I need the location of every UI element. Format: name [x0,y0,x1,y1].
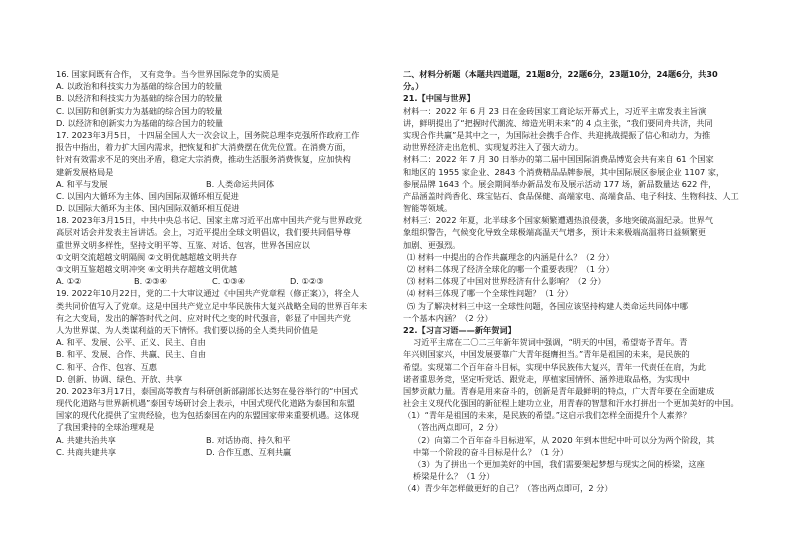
question-stem: 类共同价值写入了党章。这是中国共产党立足中华民族伟大复兴战略全局的世界百年未 [56,300,368,311]
choice: D. ①②③ [290,276,324,287]
question-16 [56,68,374,129]
sub-question: （答出两点即可，2 分） [413,422,503,433]
material-line: 讲，鲜明提出了“把握时代潮流、缔造光明未来”的 4 点主张，“我们要同舟共济，共同 [403,117,713,128]
question-title: 21.【中国与世界】 [403,93,475,104]
choice: C. ①③④ [212,276,245,287]
material-line: 材料一：2022 年 6 月 23 日在金砖国家工商论坛开幕式上，习近平主席发表主旨演 [403,105,707,116]
option: B. 人类命运共同体 [206,178,275,189]
material-line: 和地区的 1955 家企业、2843 个消费精品品牌参展，其中国际展区参展企业 1107 家， [403,166,725,177]
choice-row [56,275,374,287]
sub-question: （4）青少年怎样做更好的自己？（答出两点即可，2 分） [403,483,613,494]
material-line: 加剧、更强烈。 [403,239,461,250]
material-line: 智能等领域。 [403,203,453,214]
material-line: 年兴则国家兴，中国发展要靠广大青年挺膺担当。”青年是祖国的未来，是民族的 [403,349,690,360]
sub-question: （2）向第二个百年奋斗目标进军，从 2020 年到本世纪中叶可以分为两个阶段，其 [413,434,715,445]
question-22 [403,324,739,495]
material-line: 诺者重思务竞，坚定听党话、跟党走，厚植家国情怀、涵养进取品格，为实现中 [403,373,690,384]
question-stem: 建新发展格局是 [56,166,114,177]
option-row [56,446,374,458]
question-stem: 16. 国家间既有合作， 又有竞争。当今世界国际竞争的实质是 [56,69,279,79]
material-line: 希望。实现第二个百年奋斗目标，实现中华民族伟大复兴，青年一代责任在肩，为此 [403,361,706,372]
question-stem: 现代化道路与世界新机遇”泰国专场研讨会上表示，中国式现代化道路为泰国和东盟 [56,398,355,409]
question-stem: 了我国秉持的全球治理观是 [56,422,155,433]
option: D. 以经济和创新实力为基础的综合国力的较量 [56,117,224,128]
option: C. 和平、合作、包容、互惠 [56,361,157,372]
option: B. 和平、发展、合作、共赢、民主、自由 [56,349,207,360]
material-line: 材料三：2022 年夏，北半球多个国家频繁遭遇热浪侵袭，多地突破高温纪录。世界气 [403,215,714,226]
question-stem: 针对有效需求不足的突出矛盾，稳定大宗消费，推动生活服务消费恢复，应加快构 [56,154,351,165]
question-21 [403,92,739,324]
question-stem: 人为世界谋、为人类谋利益的天下情怀。我们要以扬的全人类共同价值是 [56,324,319,335]
sub-question: ⑸ 为了解决材料三中这一全球性问题，各国应该坚持构建人类命运共同体中哪 [407,300,688,311]
section-title: 二、材料分析题（本题共四道题，21题8分，22题6分，23题10分，24题6分，共30 [403,69,718,79]
right-column [403,68,739,495]
option: D. 以国际大循环为主体、国内国际双循环相互促进 [56,203,240,214]
left-column [56,68,374,458]
question-stem: 有之大变局，发出的解答时代之问、应对时代之变的时代强音，彰显了中国共产党 [56,312,351,323]
sub-question: ⑴ 材料一中提出的合作共赢理念的内涵是什么？（2 分） [407,251,614,262]
question-stem: 报告中指出，着力扩大国内需求，把恢复和扩大消费摆在优先位置。在消费方面， [56,142,351,153]
choice: B. ②③④ [134,276,167,287]
question-19 [56,287,374,385]
option: B. 对话协商、持久和平 [206,434,291,445]
statement-row: ③文明互鉴超越文明冲突 ④文明共存超越文明优越 [56,264,238,274]
sub-question: 一个基本内涵？（2 分） [403,312,493,323]
statement-row: ①文明交流超越文明隔阂 ②文明优越超越文明共存 [56,251,238,262]
question-stem: 18. 2023年3月15日，中共中央总书记、国家主席习近平出席中国共产党与世界政党 [56,215,362,226]
question-18 [56,214,374,287]
option-row [56,434,374,446]
choice: A. ①② [56,276,82,287]
question-17 [56,129,374,214]
option: B. 以经济和科技实力为基础的综合国力的较量 [56,93,223,104]
material-line: 材料二：2022 年 7 月 30 日举办的第二届中国国际消费品博览会共有来自 61 个国家 [403,154,714,165]
sub-question: （1）“青年是祖国的未来，是民族的希望。”这启示我们怎样全面提升个人素养？ [403,410,691,421]
question-stem: 重世界文明多样性，坚持文明平等、互鉴、对话、包容，世界各国应以 [56,239,310,250]
question-stem: 高层对话会并发表主旨讲话。会上，习近平提出全球文明倡议，我们要共同倡导尊 [56,227,351,238]
question-20 [56,385,374,458]
sub-question: 中第一个阶段的奋斗目标是什么？（1 分） [413,446,569,457]
material-line: 国梦贡献力量。青春是用来奋斗的，创新是青年最鲜明的特点，广大青年要在全面建成 [403,385,715,396]
option: D. 合作互惠、互利共赢 [206,446,292,457]
option-row [56,178,374,190]
question-stem: 19. 2022年10月22日，党的二十大审议通过《中国共产党章程（修正案）》，将全人 [56,288,359,299]
sub-question: ⑵ 材料二体现了经济全球化的哪一个重要表现？（1 分） [407,264,614,274]
material-line: 象组织警告，气候变化导致全球极端高温天气增多，预计未来极端高温将日益频繁更 [403,227,706,238]
option: A. 以政治和科技实力为基础的综合国力的较量 [56,81,223,92]
material-line: 实现合作共赢”是其中之一，为国际社会携手合作、共迎挑战提振了信心和动力，为推 [403,129,711,140]
question-stem: 国家的现代化提供了宝贵经验，也为包括泰国在内的东盟国家带来重要机遇。这体现 [56,410,359,421]
section-title-cont: 分。） [403,81,424,92]
material-line: 动世界经济走出危机、实现复苏注入了强大动力。 [403,142,584,153]
option: A. 共建共治共享 [56,434,116,445]
material-line: 社会主义现代化强国的新征程上建功立业，用青春的智慧和汗水打拼出一个更加美好的中国。 [403,398,739,409]
sub-question: ⑷ 材料三体现了哪一个全球性问题？（1 分） [407,288,573,299]
sub-question: （3）为了拼出一个更加美好的中国，我们需要架起梦想与现实之间的桥梁，这座 [413,459,705,469]
option: A. 和平与发展 [56,178,108,189]
sub-question: 桥梁是什么？（1 分） [413,471,495,482]
option: D. 创新、协调、绿色、开放、共享 [56,373,183,384]
option: C. 以国内大循环为主体、国内国际双循环相互促进 [56,190,239,201]
question-stem: 20. 2023年3月17日，泰国高等教育与科研创新部副部长达努在曼谷举行的“中国式 [56,385,358,396]
material-line: 习近平主席在二〇二三年新年贺词中强调，“明天的中国，希望寄予青年。青 [413,337,688,348]
option: C. 共商共建共享 [56,446,117,457]
question-stem: 17. 2023年3月5日， 十四届全国人大一次会议上，国务院总理李克强所作政府工作 [56,129,360,140]
option: A. 和平、发展、公平、正义、民主、自由 [56,337,206,348]
material-line: 产品涵盖时尚香化、珠宝钻石、食品保健、高端家电、高端食品、电子科技、生物科技、人工 [403,190,739,201]
question-title: 22.【习言习语——新年贺词】 [403,324,516,335]
option: C. 以国防和创新实力为基础的综合国力的较量 [56,105,223,116]
sub-question: ⑶ 材料二体现了中国对世界经济有什么影响？（2 分） [407,276,606,287]
material-line: 参展品牌 1643 个。展会期间举办新品发布及展示活动 177 场，新品数量达 622 件， [403,178,717,189]
